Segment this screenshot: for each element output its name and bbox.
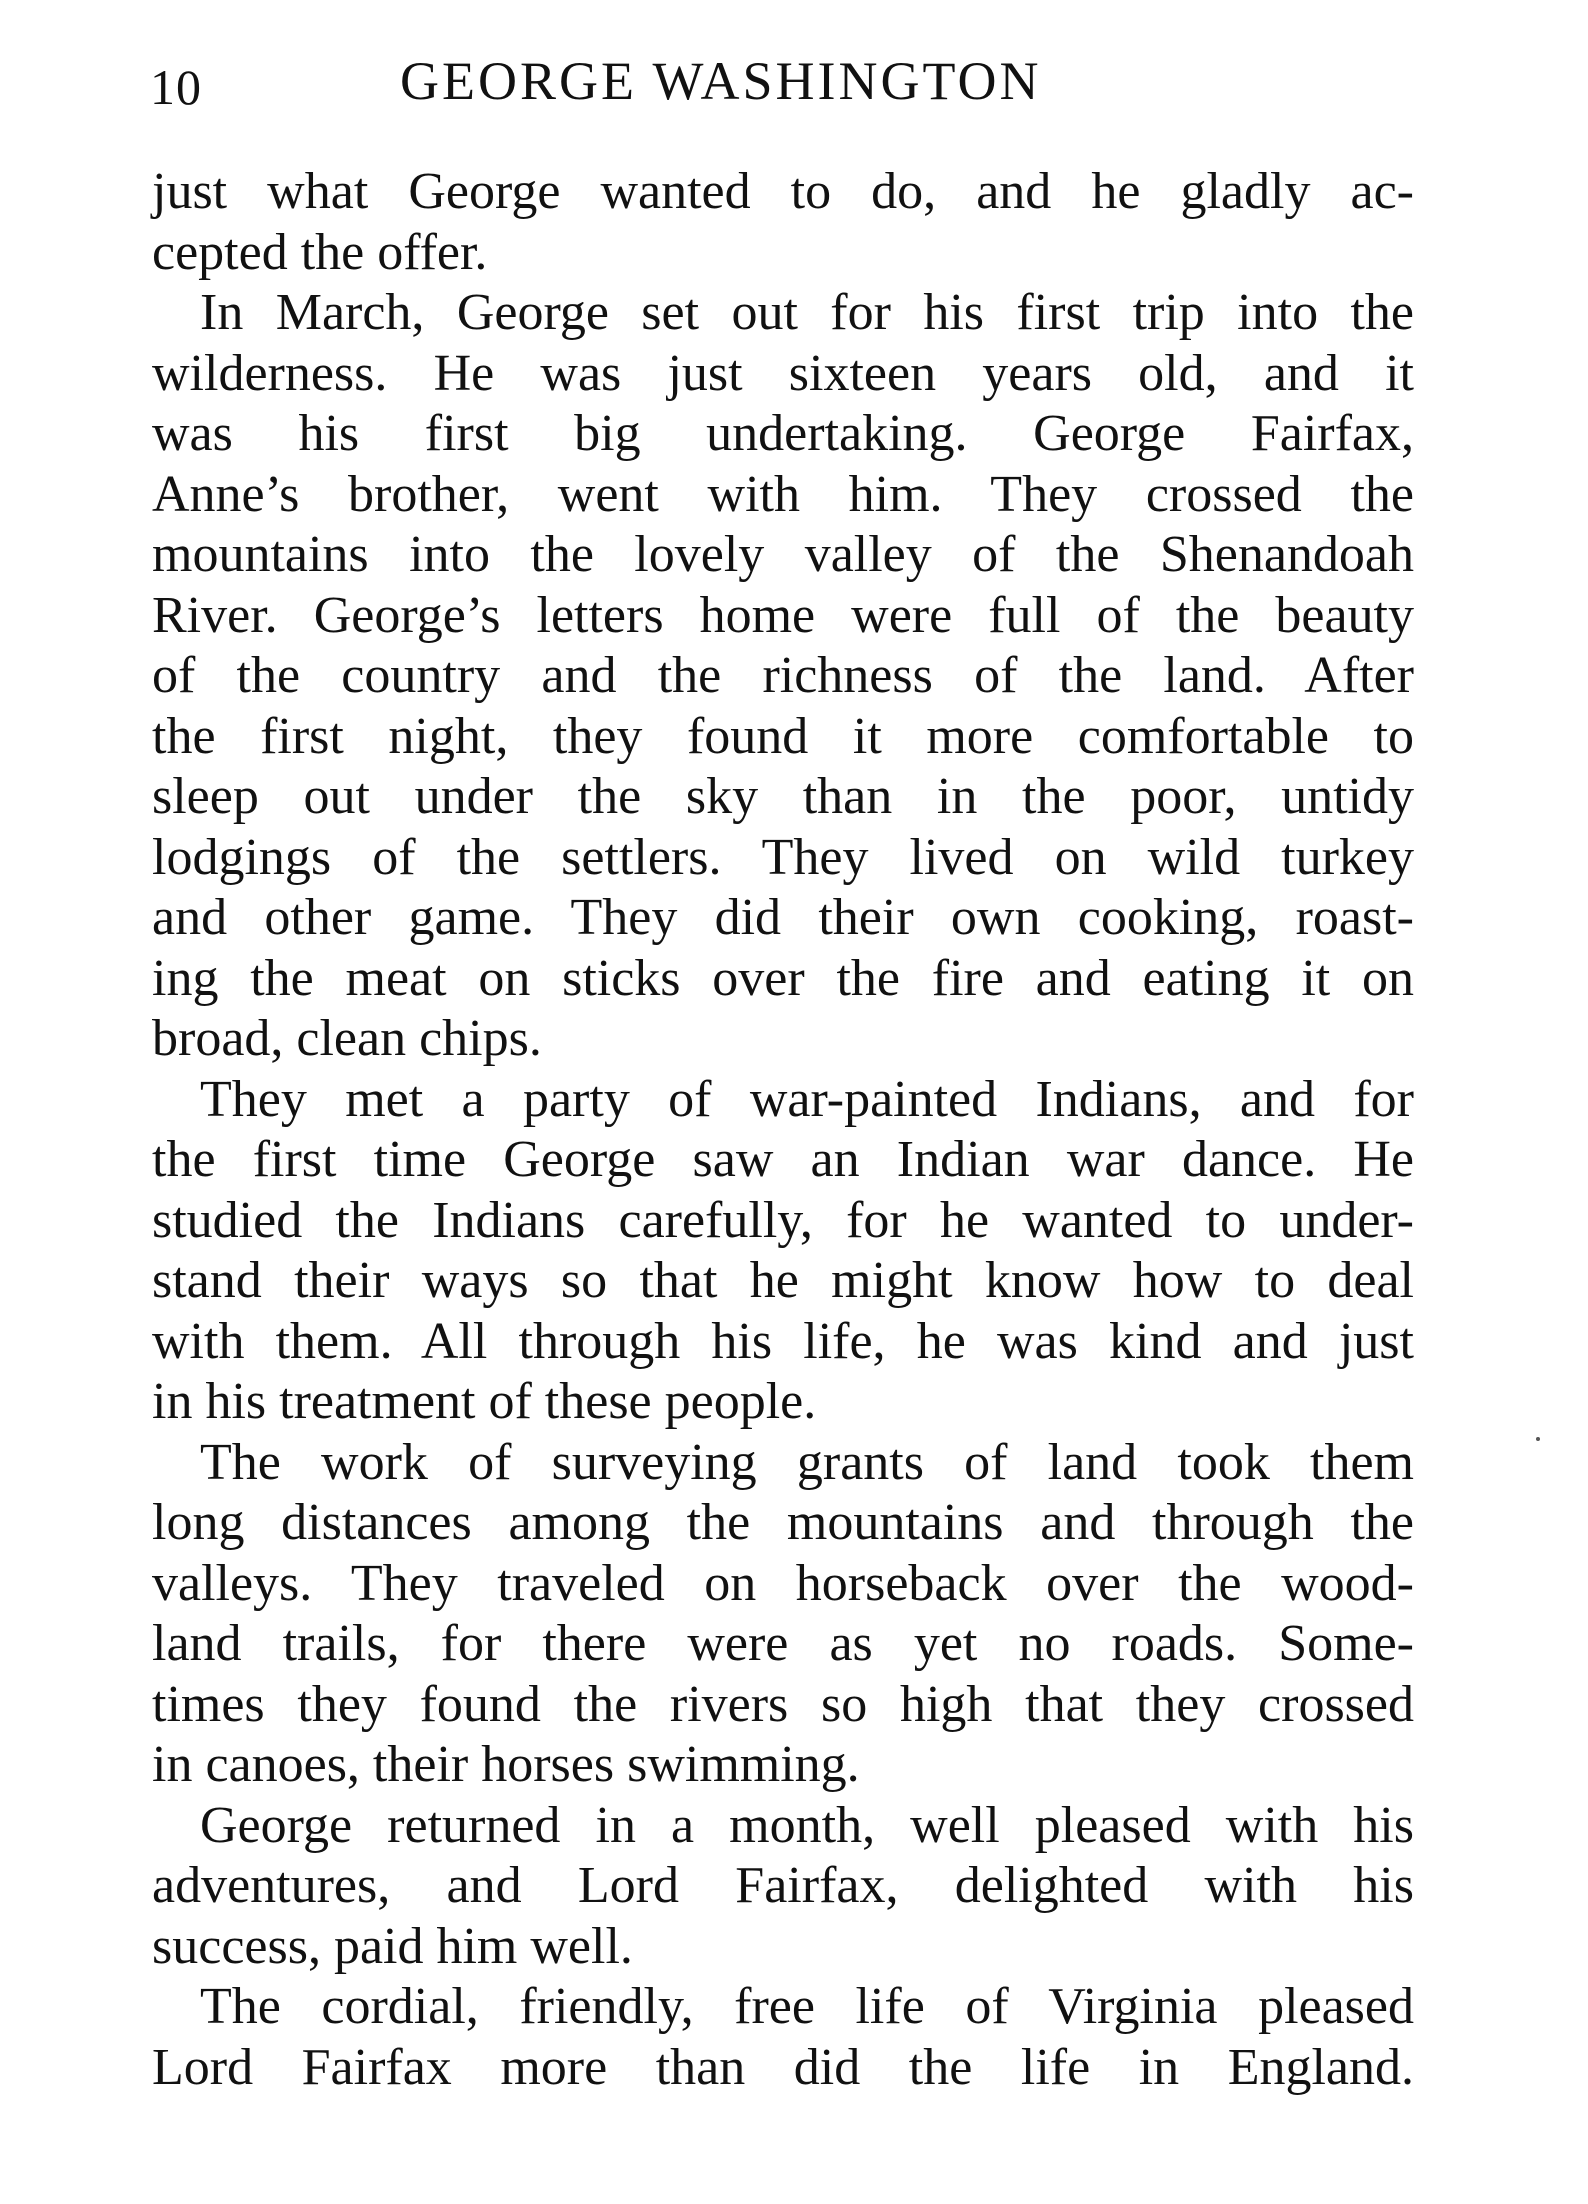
- text-line: success, paid him well.: [152, 1917, 633, 1975]
- text-line: sleep out under the sky than in the poor, untidy: [152, 768, 1414, 825]
- text-line: River. George’s letters home were full of the beauty: [152, 586, 1414, 644]
- text-line: in canoes, their horses swimming.: [152, 1736, 860, 1793]
- body-text: [152, 162, 1414, 2098]
- text-line: George returned in a month, well pleased with his: [200, 1796, 1414, 1854]
- page-number: 10: [150, 59, 202, 115]
- text-line: lodgings of the settlers. They lived on wild turkey: [152, 828, 1414, 886]
- text-line: of the country and the richness of the land. After: [152, 647, 1414, 704]
- text-line: just what George wanted to do, and he gladly ac-: [152, 163, 1414, 220]
- text-line: the first night, they found it more comfortable to: [152, 707, 1414, 765]
- text-line: valleys. They traveled on horseback over the wood-: [152, 1554, 1414, 1612]
- text-line: and other game. They did their own cooking, roast-: [152, 889, 1414, 946]
- text-line: the first time George saw an Indian war dance. He: [152, 1131, 1414, 1188]
- text-line: cepted the offer.: [152, 223, 488, 281]
- running-head: GEORGE WASHINGTON: [400, 51, 1042, 111]
- text-line: with them. All through his life, he was kind and just: [152, 1312, 1414, 1370]
- margin-speck: [1536, 1437, 1540, 1441]
- text-line: The cordial, friendly, free life of Virginia pleased: [200, 1978, 1414, 2035]
- text-line: The work of surveying grants of land took them: [200, 1433, 1414, 1491]
- text-line: broad, clean chips.: [152, 1010, 542, 1067]
- text-line: ing the meat on sticks over the fire and eating it on: [152, 949, 1414, 1007]
- text-line: studied the Indians carefully, for he wanted to under-: [152, 1191, 1414, 1249]
- text-line: They met a party of war-painted Indians, and for: [200, 1070, 1414, 1128]
- text-line: wilderness. He was just sixteen years old, and it: [152, 344, 1414, 402]
- text-line: adventures, and Lord Fairfax, delighted with his: [152, 1857, 1414, 1914]
- text-line: land trails, for there were as yet no roads. Some-: [152, 1615, 1414, 1672]
- text-line: times they found the rivers so high that they crossed: [152, 1675, 1414, 1733]
- text-line: mountains into the lovely valley of the Shenandoah: [152, 526, 1414, 583]
- text-line: Lord Fairfax more than did the life in England.: [152, 2038, 1414, 2096]
- text-line: Anne’s brother, went with him. They crossed the: [152, 465, 1414, 523]
- text-line: In March, George set out for his first trip into the: [200, 284, 1414, 341]
- page-header: [150, 40, 1430, 130]
- text-line: stand their ways so that he might know how to deal: [152, 1252, 1414, 1309]
- text-line: was his first big undertaking. George Fairfax,: [152, 405, 1414, 462]
- text-line: long distances among the mountains and through the: [152, 1494, 1414, 1551]
- text-line: in his treatment of these people.: [152, 1373, 817, 1430]
